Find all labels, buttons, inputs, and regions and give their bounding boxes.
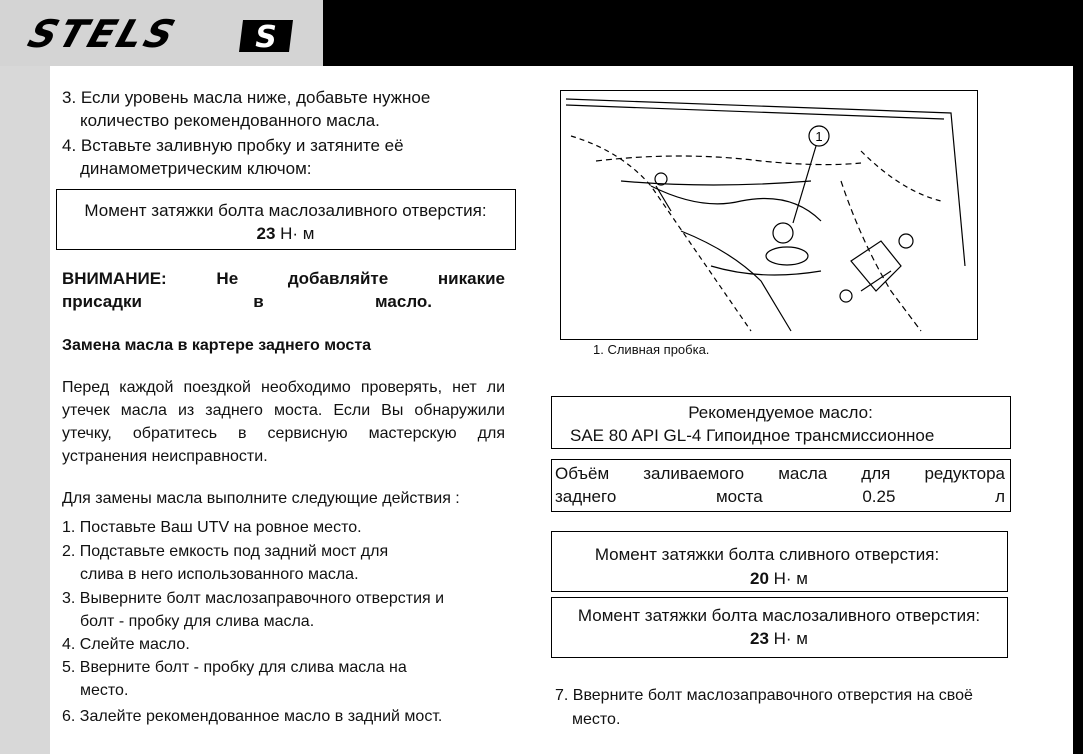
step-4-line1: 4. Вставьте заливную пробку и затяните её: [62, 136, 404, 155]
torque-drain-value-line: 20 Н· м: [750, 569, 808, 588]
torque-fill-value-line-right: 23 Н· м: [750, 629, 808, 648]
recommended-oil-label: Рекомендуемое масло:: [688, 403, 873, 422]
diagram-caption: 1. Сливная пробка.: [593, 342, 710, 357]
list-item: слива в него использованного масла.: [80, 566, 359, 583]
list-item: 3. Выверните болт маслозаправочного отверстия и: [62, 590, 445, 607]
section-title: Замена масла в картере заднего моста: [62, 337, 372, 354]
header-bar: [323, 0, 1083, 66]
brand-logo: STELS: [22, 12, 183, 56]
para-line: Перед каждой поездкой необходимо проверять, нет ли: [62, 379, 505, 396]
para-line: утечек масла из заднего моста. Если Вы обнаружили: [62, 402, 505, 419]
instructions-intro: Для замены масла выполните следующие действия :: [62, 490, 460, 507]
list-item: 2. Подставьте емкость под задний мост для: [62, 543, 389, 560]
oil-volume-line2: заднего моста 0.25 л: [555, 487, 1005, 506]
list-item: 5. Вверните болт - пробку для слива масла на: [62, 659, 407, 676]
warning-line2: присадки в масло.: [62, 292, 432, 311]
list-item: 4. Слейте масло.: [62, 636, 190, 653]
callout-number: 1: [815, 129, 823, 144]
oil-volume-box: [551, 459, 1011, 512]
recommended-oil-value: SAE 80 API GL-4 Гипоидное трансмиссионное: [570, 426, 935, 445]
right-margin-strip: [1073, 66, 1083, 754]
torque-fill-label-right: Момент затяжки болта маслозаливного отверстия:: [577, 606, 981, 625]
torque-fill-value-line: 23 Н· м: [256, 224, 315, 243]
recommended-oil-box: [551, 396, 1011, 449]
rear-axle-drain-plug-diagram: [560, 90, 978, 340]
list-item: болт - пробку для слива масла.: [80, 613, 315, 630]
step-7-line2: место.: [572, 711, 621, 728]
list-item: 6. Залейте рекомендованное масло в задний мост.: [62, 708, 443, 725]
para-line: устранения неисправности.: [62, 448, 268, 465]
torque-fill-label: Момент затяжки болта маслозаливного отверстия:: [84, 201, 487, 220]
torque-fill-box-right: [551, 597, 1008, 658]
step-3-line2: количество рекомендованного масла.: [80, 111, 380, 130]
para-line: утечку, обратитесь в сервисную мастерскую для: [62, 425, 505, 442]
diagram-drawing: [561, 91, 976, 338]
warning-line1: ВНИМАНИЕ: Не добавляйте никакие: [62, 269, 505, 288]
brand-s-icon: [235, 16, 299, 56]
list-item: 1. Поставьте Ваш UTV на ровное место.: [62, 519, 362, 536]
step-4-line2: динамометрическим ключом:: [80, 159, 312, 178]
torque-fill-box-left: [56, 189, 516, 250]
oil-volume-line1: Объём заливаемого масла для редуктора: [555, 464, 1005, 483]
list-item: место.: [80, 682, 129, 699]
header-logo-area: [0, 0, 323, 66]
left-margin-strip: [0, 66, 50, 754]
torque-drain-box: [551, 531, 1008, 592]
step-7-line1: 7. Вверните болт маслозаправочного отверстия на своё: [555, 687, 973, 704]
torque-drain-label: Момент затяжки болта сливного отверстия:: [594, 545, 940, 564]
svg-text:S: S: [255, 20, 277, 55]
step-3-line1: 3. Если уровень масла ниже, добавьте нужное: [62, 88, 431, 107]
